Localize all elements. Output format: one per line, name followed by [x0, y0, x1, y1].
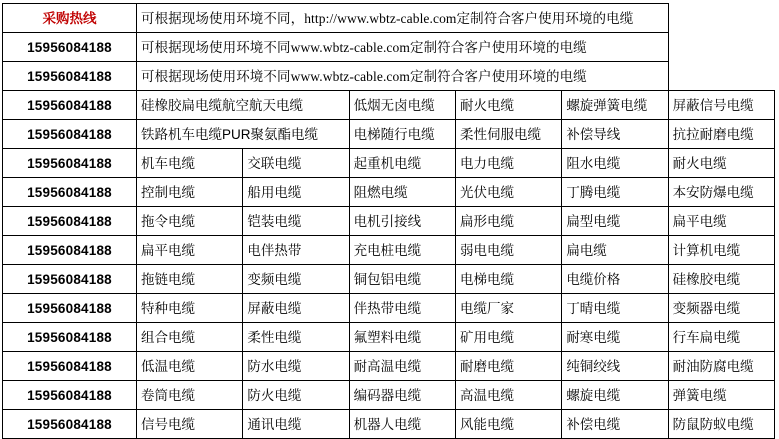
product-cell: 卷筒电缆	[137, 381, 243, 410]
product-cell: 硅橡胶扁电缆航空航天电缆	[137, 91, 350, 120]
phone-cell: 15956084188	[3, 294, 137, 323]
product-cell: 交联电缆	[243, 149, 349, 178]
table-row	[3, 294, 775, 323]
product-cell: 氟塑料电缆	[349, 323, 455, 352]
product-cell: 丁晴电缆	[562, 294, 668, 323]
table-row	[3, 207, 775, 236]
header-hotline-label: 采购热线	[3, 4, 137, 33]
product-cell: 电缆厂家	[455, 294, 561, 323]
product-cell: 电缆价格	[562, 265, 668, 294]
product-cell: 防鼠防蚁电缆	[668, 410, 774, 439]
product-cell: 电伴热带	[243, 236, 349, 265]
phone-cell: 15956084188	[3, 120, 137, 149]
table-row	[3, 381, 775, 410]
table-row	[3, 120, 775, 149]
product-cell: 螺旋弹簧电缆	[562, 91, 668, 120]
product-cell: 柔性伺服电缆	[455, 120, 561, 149]
table-row	[3, 236, 775, 265]
phone-cell: 15956084188	[3, 323, 137, 352]
product-cell: 电机引接线	[349, 207, 455, 236]
banner-text-2: 可根据现场使用环境不同www.wbtz-cable.com定制符合客户使用环境的电缆	[137, 62, 669, 91]
phone-cell: 15956084188	[3, 352, 137, 381]
product-cell: 补偿电缆	[562, 410, 668, 439]
product-cell: 变频电缆	[243, 265, 349, 294]
product-cell: 耐寒电缆	[562, 323, 668, 352]
product-cell: 防水电缆	[243, 352, 349, 381]
phone-cell: 15956084188	[3, 33, 137, 62]
product-cell: 铠装电缆	[243, 207, 349, 236]
product-cell: 防火电缆	[243, 381, 349, 410]
table-row	[3, 91, 775, 120]
product-cell: 屏蔽电缆	[243, 294, 349, 323]
phone-cell: 15956084188	[3, 62, 137, 91]
banner-text-0: 可根据现场使用环境不同，http://www.wbtz-cable.com定制符合客户使用环境的电缆	[137, 4, 669, 33]
phone-cell: 15956084188	[3, 265, 137, 294]
phone-cell: 15956084188	[3, 149, 137, 178]
product-cell: 高温电缆	[455, 381, 561, 410]
phone-cell: 15956084188	[3, 410, 137, 439]
product-cell: 风能电缆	[455, 410, 561, 439]
product-cell: 补偿导线	[562, 120, 668, 149]
product-cell: 编码器电缆	[349, 381, 455, 410]
table-row	[3, 265, 775, 294]
phone-cell: 15956084188	[3, 236, 137, 265]
product-cell: 信号电缆	[137, 410, 243, 439]
product-cell: 低烟无卤电缆	[349, 91, 455, 120]
banner-row	[3, 33, 775, 62]
product-cell: 柔性电缆	[243, 323, 349, 352]
product-cell: 弱电电缆	[455, 236, 561, 265]
product-cell: 抗拉耐磨电缆	[668, 120, 774, 149]
product-table	[2, 3, 775, 439]
table-row	[3, 149, 775, 178]
product-cell: 耐油防腐电缆	[668, 352, 774, 381]
product-cell: 扁电缆	[562, 236, 668, 265]
phone-cell: 15956084188	[3, 178, 137, 207]
product-cell: 特种电缆	[137, 294, 243, 323]
product-cell: 铁路机车电缆PUR聚氨酯电缆	[137, 120, 350, 149]
product-cell: 低温电缆	[137, 352, 243, 381]
banner-row	[3, 62, 775, 91]
product-cell: 扁平电缆	[668, 207, 774, 236]
table-row	[3, 352, 775, 381]
product-cell: 电力电缆	[455, 149, 561, 178]
product-cell: 耐火电缆	[668, 149, 774, 178]
product-cell: 屏蔽信号电缆	[668, 91, 774, 120]
product-cell: 组合电缆	[137, 323, 243, 352]
table-row	[3, 410, 775, 439]
product-cell: 控制电缆	[137, 178, 243, 207]
product-cell: 耐磨电缆	[455, 352, 561, 381]
product-cell: 扁平电缆	[137, 236, 243, 265]
product-cell: 机车电缆	[137, 149, 243, 178]
product-cell: 铜包铝电缆	[349, 265, 455, 294]
product-cell: 充电桩电缆	[349, 236, 455, 265]
product-cell: 扁形电缆	[455, 207, 561, 236]
product-cell: 扁型电缆	[562, 207, 668, 236]
product-cell: 矿用电缆	[455, 323, 561, 352]
product-cell: 丁腾电缆	[562, 178, 668, 207]
table-row	[3, 323, 775, 352]
product-cell: 螺旋电缆	[562, 381, 668, 410]
product-cell: 通讯电缆	[243, 410, 349, 439]
product-cell: 弹簧电缆	[668, 381, 774, 410]
table-body	[3, 4, 775, 439]
product-cell: 阻燃电缆	[349, 178, 455, 207]
table-row	[3, 178, 775, 207]
product-cell: 耐高温电缆	[349, 352, 455, 381]
product-cell: 光伏电缆	[455, 178, 561, 207]
product-cell: 计算机电缆	[668, 236, 774, 265]
phone-cell: 15956084188	[3, 381, 137, 410]
product-cell: 拖令电缆	[137, 207, 243, 236]
product-cell: 本安防爆电缆	[668, 178, 774, 207]
phone-cell: 15956084188	[3, 207, 137, 236]
product-cell: 电梯电缆	[455, 265, 561, 294]
product-cell: 耐火电缆	[455, 91, 561, 120]
product-cell: 电梯随行电缆	[349, 120, 455, 149]
product-cell: 行车扁电缆	[668, 323, 774, 352]
phone-cell: 15956084188	[3, 91, 137, 120]
product-cell: 船用电缆	[243, 178, 349, 207]
product-cell: 拖链电缆	[137, 265, 243, 294]
product-cell: 阻水电缆	[562, 149, 668, 178]
product-cell: 伴热带电缆	[349, 294, 455, 323]
product-cell: 起重机电缆	[349, 149, 455, 178]
product-cell: 机器人电缆	[349, 410, 455, 439]
banner-text-1: 可根据现场使用环境不同www.wbtz-cable.com定制符合客户使用环境的电缆	[137, 33, 669, 62]
product-cell: 纯铜绞线	[562, 352, 668, 381]
product-cell: 硅橡胶电缆	[668, 265, 774, 294]
product-cell: 变频器电缆	[668, 294, 774, 323]
banner-row	[3, 4, 775, 33]
